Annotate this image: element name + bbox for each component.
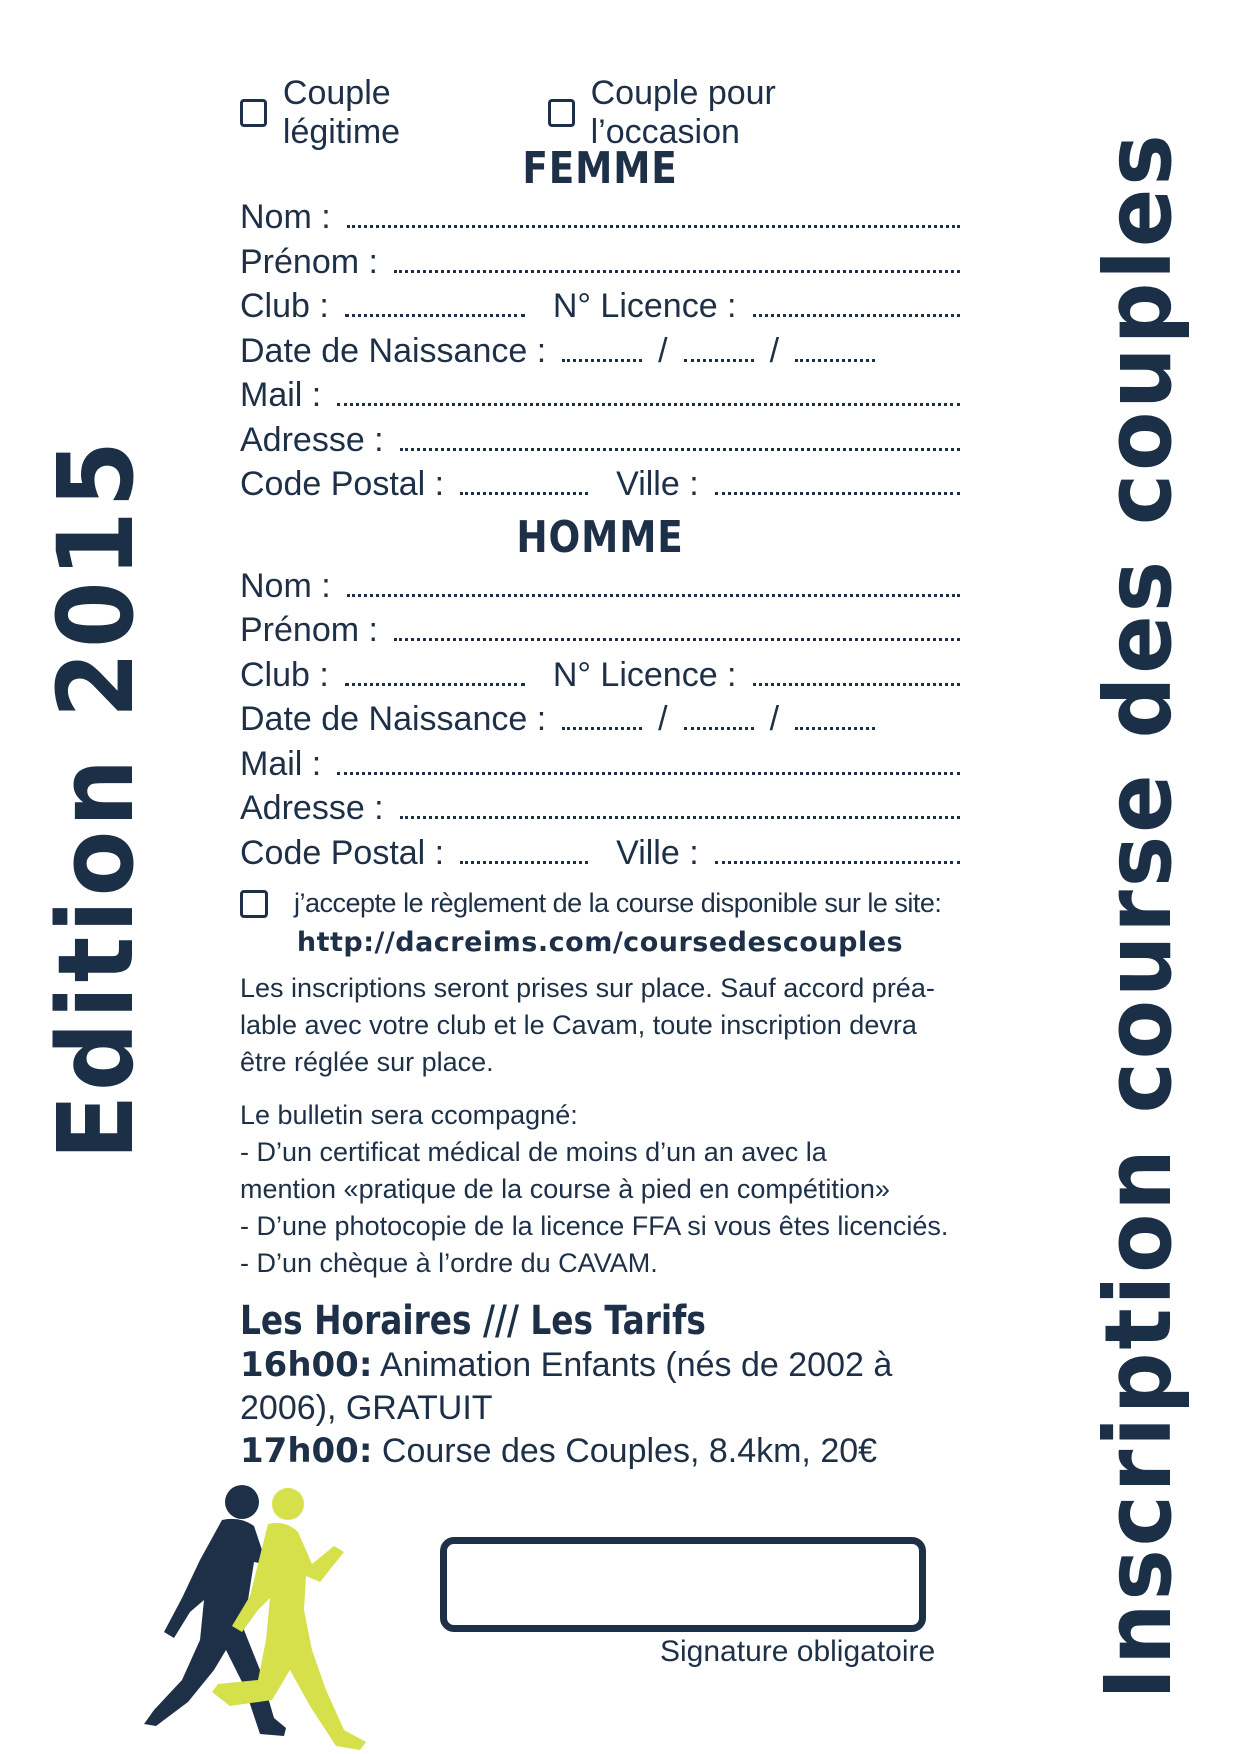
runners-illustration <box>130 1480 420 1752</box>
femme-naissance-month[interactable] <box>684 359 754 362</box>
bulletin-line: mention «pratique de la course à pied en compétition» <box>240 1174 890 1204</box>
homme-prenom-field[interactable] <box>240 611 960 656</box>
homme-naissance-day[interactable] <box>562 727 642 730</box>
bulletin-line: Le bulletin sera ccompagné: <box>240 1100 578 1130</box>
femme-mail-field[interactable] <box>240 376 960 421</box>
couple-occasion-checkbox[interactable] <box>548 99 575 127</box>
femme-naissance-day[interactable] <box>562 359 642 362</box>
femme-nom-label: Nom : <box>240 198 331 236</box>
horaire-17h-text: Course des Couples, 8.4km, 20€ <box>381 1432 878 1470</box>
signature-label: Signature obligatoire <box>660 1635 936 1668</box>
homme-mail-line[interactable] <box>337 772 960 775</box>
couple-type-row <box>240 74 960 151</box>
horaire-17h-time: 17h00: <box>240 1431 373 1471</box>
accept-rules-checkbox[interactable] <box>240 890 268 918</box>
bulletin-line: - D’un certificat médical de moins d’un an avec la <box>240 1137 827 1167</box>
homme-licence-label: N° Licence : <box>552 655 737 694</box>
femme-naissance-year[interactable] <box>795 359 875 362</box>
bulletin-paragraph <box>240 1097 960 1282</box>
femme-codepostal-line[interactable] <box>460 492 588 495</box>
homme-ville-line[interactable] <box>715 861 960 864</box>
femme-naissance-slash-2: / <box>769 331 780 370</box>
femme-naissance-label: Date de Naissance : <box>240 331 547 370</box>
femme-club-field[interactable] <box>240 287 960 332</box>
homme-adresse-field[interactable] <box>240 789 960 834</box>
femme-codepostal-field[interactable] <box>240 465 960 510</box>
femme-adresse-field[interactable] <box>240 421 960 466</box>
femme-licence-label: N° Licence : <box>552 287 737 325</box>
femme-prenom-label: Prénom : <box>240 242 378 281</box>
homme-licence-line[interactable] <box>753 683 960 686</box>
femme-club-line[interactable] <box>345 314 525 317</box>
horaire-16h-text: Animation Enfants (nés de 2002 à <box>380 1346 893 1384</box>
homme-adresse-label: Adresse : <box>240 789 384 827</box>
couple-occasion-label: Couple pour l’occasion <box>590 74 776 151</box>
femme-mail-line[interactable] <box>337 403 960 406</box>
homme-section-title: HOMME <box>516 511 684 563</box>
rules-url-link[interactable]: http://dacreims.com/coursedescouples <box>296 927 904 958</box>
femme-ville-label: Ville : <box>616 465 699 503</box>
couple-legitime-label: Couple légitime <box>282 74 401 151</box>
homme-section <box>240 567 960 879</box>
homme-codepostal-line[interactable] <box>460 861 588 864</box>
femme-prenom-line[interactable] <box>394 270 960 273</box>
homme-club-field[interactable] <box>240 656 960 701</box>
femme-ville-line[interactable] <box>715 492 960 495</box>
info-line: Les inscriptions seront prises sur place. Sauf accord préa- <box>240 973 935 1003</box>
homme-codepostal-label: Code Postal : <box>240 833 445 872</box>
femme-section-title: FEMME <box>522 143 678 194</box>
info-line: lable avec votre club et le Cavam, toute inscription devra <box>240 1010 917 1040</box>
femme-codepostal-label: Code Postal : <box>240 465 445 503</box>
femme-prenom-field[interactable] <box>240 243 960 288</box>
homme-naissance-year[interactable] <box>795 727 875 730</box>
homme-nom-label: Nom : <box>240 566 331 605</box>
femme-naissance-slash-1: / <box>658 331 668 370</box>
horaire-16h-text-2: 2006), GRATUIT <box>240 1389 493 1427</box>
info-paragraph <box>240 970 960 1081</box>
couple-legitime-option[interactable] <box>240 74 506 152</box>
homme-adresse-line[interactable] <box>400 816 960 819</box>
homme-club-label: Club : <box>240 655 329 694</box>
info-line: être réglée sur place. <box>240 1047 494 1077</box>
femme-mail-label: Mail : <box>240 376 322 414</box>
horaire-16h <box>240 1344 960 1430</box>
edition-2015-vertical-title: Edition 2015 <box>35 437 157 1160</box>
femme-naissance-field[interactable] <box>240 332 960 377</box>
homme-naissance-label: Date de Naissance : <box>240 700 547 738</box>
homme-mail-field[interactable] <box>240 745 960 790</box>
accept-rules-row[interactable] <box>240 888 960 919</box>
horaires-tarifs-title: Les Horaires /// Les Tarifs <box>240 1298 706 1344</box>
homme-naissance-field[interactable] <box>240 700 960 745</box>
homme-naissance-month[interactable] <box>684 727 754 730</box>
homme-mail-label: Mail : <box>240 744 322 783</box>
homme-codepostal-field[interactable] <box>240 834 960 879</box>
couple-occasion-option[interactable] <box>548 74 918 152</box>
couple-legitime-checkbox[interactable] <box>240 99 267 127</box>
bulletin-line: - D’un chèque à l’ordre du CAVAM. <box>240 1248 658 1278</box>
bulletin-line: - D’une photocopie de la licence FFA si vous êtes licenciés. <box>240 1211 949 1241</box>
homme-ville-label: Ville : <box>616 833 699 872</box>
inscription-vertical-title: Inscription course des couples <box>1085 131 1192 1700</box>
homme-prenom-label: Prénom : <box>240 611 378 649</box>
horaire-16h-time: 16h00: <box>240 1345 373 1385</box>
homme-nom-field[interactable] <box>240 567 960 612</box>
femme-licence-line[interactable] <box>753 314 960 317</box>
horaire-17h <box>240 1430 960 1473</box>
femme-nom-line[interactable] <box>347 225 960 228</box>
femme-adresse-line[interactable] <box>400 448 960 451</box>
homme-nom-line[interactable] <box>347 594 960 597</box>
femme-club-label: Club : <box>240 287 329 325</box>
femme-section <box>240 198 960 510</box>
registration-form <box>240 74 960 1473</box>
signature-box[interactable] <box>440 1537 926 1632</box>
femme-adresse-label: Adresse : <box>240 420 384 459</box>
homme-prenom-line[interactable] <box>394 638 960 641</box>
homme-naissance-slash-2: / <box>769 700 780 738</box>
accept-rules-label: j’accepte le règlement de la course disponible sur le site: <box>294 888 942 918</box>
femme-nom-field[interactable] <box>240 198 960 243</box>
homme-naissance-slash-1: / <box>658 700 668 738</box>
homme-club-line[interactable] <box>345 683 525 686</box>
